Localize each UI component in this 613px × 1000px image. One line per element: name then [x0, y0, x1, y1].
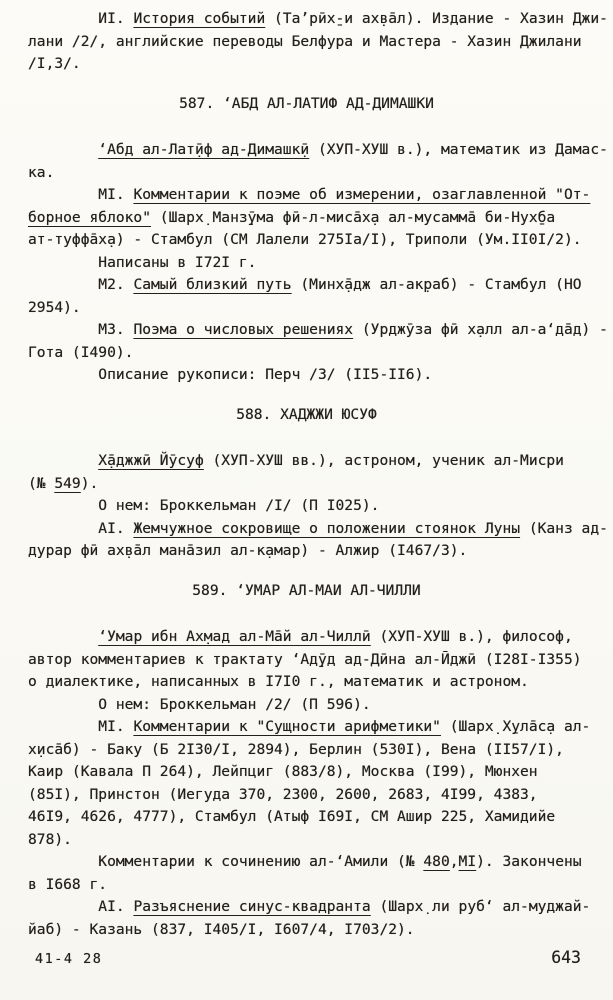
text-segment: ). Закончены	[476, 853, 582, 870]
text-segment	[28, 452, 98, 469]
paragraph	[28, 139, 608, 387]
text-line	[28, 694, 585, 717]
text-segment: М2.	[28, 276, 134, 293]
text-segment: (ХУП-ХУШ вв.), астроном, ученик ал-Мисри	[203, 452, 564, 469]
text-line	[28, 716, 591, 739]
text-segment: йаб) - Казань (837, I405/I, I607/4, I703/2).	[28, 920, 415, 938]
text-line	[28, 342, 585, 365]
text-line	[28, 649, 585, 672]
text-segment: (Та’рӣх̱-и ах̣ва̄л). Издание - Хазин Джи-	[265, 10, 608, 27]
text-line	[28, 229, 585, 252]
text-segment: ат-туффа̄х̣а) - Стамбул (СМ Лалели 275Iа/I), Триполи (Ум.II0I/2).	[28, 231, 582, 248]
underlined-text: Комментарии к "Сущности арифметики"	[133, 718, 441, 735]
text-line	[28, 53, 585, 76]
text-line	[28, 93, 585, 116]
text-line	[28, 518, 608, 541]
underlined-text: МI	[458, 853, 477, 870]
text-line	[28, 184, 591, 207]
entry-heading	[28, 93, 585, 116]
text-segment: (Минх̣а̄дж ал-ак̣раб) - Стамбул (НО	[291, 276, 582, 293]
text-segment: 589. ‘УМАР АЛ-МАИ АЛ-ЧИЛЛИ	[192, 581, 421, 599]
text-segment: х̣иса̄б) - Баку (Б 2I30/I, 2894), Берлин (530I), Вена (II57/I),	[28, 740, 564, 758]
entry-heading	[28, 580, 585, 603]
text-segment: 878).	[28, 830, 72, 848]
text-segment	[28, 141, 98, 158]
text-line	[28, 540, 585, 563]
text-line	[28, 8, 608, 31]
text-line	[28, 364, 585, 387]
text-segment: 588. ХАДЖЖИ ЮСУФ	[236, 405, 377, 423]
text-line	[28, 784, 585, 807]
text-line	[28, 495, 585, 518]
text-line	[28, 739, 585, 762]
text-line	[28, 829, 585, 852]
paragraph	[28, 8, 608, 76]
text-segment: (85I), Принстон (Иегуда 370, 2300, 2600, 2683, 4I99, 4383,	[28, 785, 538, 803]
text-segment: (Шарх̣ ли руб‘ ал-муджай-	[370, 898, 591, 915]
text-line	[28, 319, 608, 342]
text-segment: 46I9, 4626, 4777), Стамбул (Атыф I69I, СМ Ашир 225, Хамидийе	[28, 808, 556, 825]
text-line	[28, 874, 585, 897]
underlined-text: Х̣а̄джжӣ Йӯсуф	[98, 452, 204, 469]
underlined-text: борное яблоко"	[28, 208, 152, 226]
text-segment: (ХУП-ХУШ в.), математик из Дамас-	[309, 141, 608, 158]
text-segment: ).	[80, 474, 99, 492]
text-line	[28, 162, 585, 185]
text-line	[28, 851, 585, 874]
text-segment: (№	[28, 474, 55, 492]
text-line	[28, 31, 585, 54]
text-line	[28, 580, 585, 603]
text-segment: Описание рукописи: Перч /3/ (II5-II6).	[28, 366, 433, 383]
text-segment: (Урджӯза фӣ х̣алл ал-а‘да̄д) -	[353, 321, 608, 338]
text-segment: в I668 г.	[28, 875, 108, 893]
text-segment: О нем: Броккельман /2/ (П 596).	[28, 695, 371, 713]
text-segment: (Канз ад-	[520, 519, 608, 537]
text-line	[28, 919, 585, 942]
text-segment: лани /2/, английские переводы Белфура и Мастера - Хазин Джилани	[28, 32, 582, 50]
print-signature: 41-4 28	[35, 951, 103, 967]
underlined-text: ‘Умар ибн Ах̣мад ал-Ма̄й ал-Чиллӣ	[98, 628, 371, 645]
text-segment: Гота (I490).	[28, 343, 134, 361]
text-line	[28, 404, 585, 427]
text-line	[28, 252, 585, 275]
text-segment: 587. ‘АБД АЛ-ЛАТИФ АД-ДИМАШКИ	[179, 94, 434, 112]
text-line	[28, 806, 585, 829]
text-segment: Каир (Кавала П 264), Лейпциг (883/8), Москва (I99), Мюнхен	[28, 763, 538, 780]
text-line	[28, 626, 585, 649]
underlined-text: История событий	[133, 10, 266, 27]
page-footer	[35, 948, 581, 967]
text-segment: о диалектике, написанных в I7I0 г., математик и астроном.	[28, 673, 529, 690]
underlined-text: Поэма о числовых решениях	[133, 321, 354, 338]
entry-heading	[28, 404, 585, 427]
text-segment: ка.	[28, 163, 55, 181]
text-segment: дурар фӣ ах̣ва̄л мана̄зил ал-к̣амар) - Алжир (I467/3).	[28, 542, 468, 559]
underlined-text: Жемчужное сокровище о положении стоянок Луны	[133, 519, 521, 537]
text-segment	[28, 628, 98, 645]
text-segment: ,	[449, 853, 459, 870]
text-line	[28, 473, 585, 496]
text-segment: 2954).	[28, 298, 81, 316]
text-line	[28, 671, 585, 694]
text-segment: (Шарх̣ Манз̣ӯма фӣ-л-миса̄х̣а ал-мусамма̄ би-Нух̱ба	[151, 208, 556, 226]
text-line	[28, 139, 608, 162]
text-line	[28, 761, 585, 784]
paragraph	[28, 626, 591, 941]
paragraph	[28, 450, 608, 563]
text-segment: (Шарх̣ Х̱ула̄с̣а ал-	[440, 718, 591, 735]
underlined-text: Комментарии к поэме об измерении, озаглавленной "От-	[133, 186, 591, 203]
page-number: 643	[551, 948, 581, 967]
underlined-text: Самый близкий путь	[133, 276, 292, 293]
text-segment: МI.	[28, 186, 134, 203]
text-segment: АI.	[28, 898, 134, 915]
text-segment: /I,3/.	[28, 55, 81, 72]
underlined-text: 480	[423, 853, 450, 870]
text-line	[28, 207, 585, 230]
text-line	[28, 450, 585, 473]
text-segment: ИI.	[28, 10, 134, 27]
underlined-text: Разъяснение синус-квадранта	[133, 898, 371, 915]
text-segment: О нем: Броккельман /I/ (П I025).	[28, 497, 380, 514]
text-segment: МI.	[28, 718, 134, 735]
underlined-text: 549	[54, 474, 81, 492]
text-segment: М3.	[28, 321, 134, 338]
text-segment: АI.	[28, 519, 134, 537]
text-segment: Комментарии к сочинению ал-‘Амили (№	[28, 853, 424, 870]
text-segment: (ХУП-ХУШ в.), философ,	[370, 628, 573, 645]
text-segment: Написаны в I72I г.	[28, 253, 257, 271]
text-segment: автор комментариев к трактату ‘Ад̣ӯд ад-Дӣна ал-Ӣджӣ (I28I-I355)	[28, 650, 582, 668]
text-line	[28, 896, 591, 919]
text-line	[28, 297, 585, 320]
underlined-text: ‘Абд ал-Лат̣ӣф ад-Димашк̣ӣ	[98, 141, 310, 158]
text-line	[28, 274, 585, 297]
